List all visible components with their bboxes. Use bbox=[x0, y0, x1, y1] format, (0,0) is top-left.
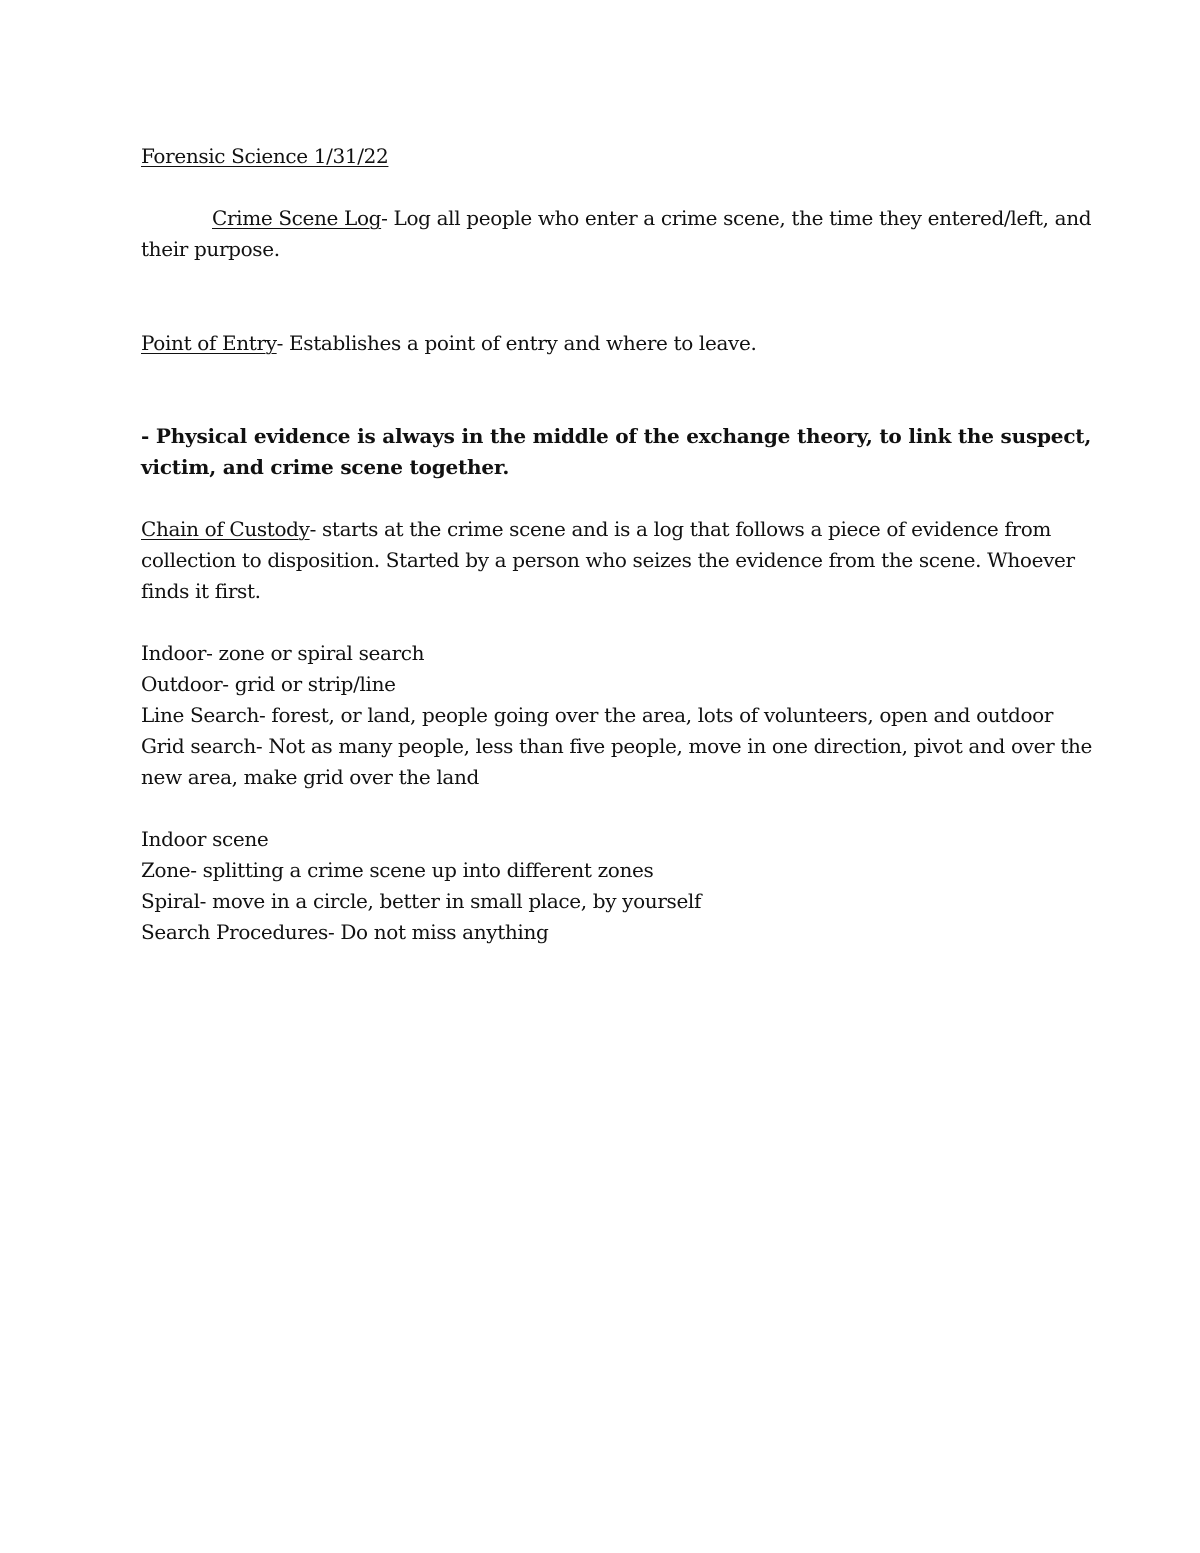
chain-of-custody-line-3: finds it first. bbox=[141, 579, 261, 603]
search-method-indoor: Indoor- zone or spiral search bbox=[141, 641, 425, 665]
crime-scene-log-line-1 bbox=[212, 203, 1091, 234]
search-method-line-search: Line Search- forest, or land, people going over the area, lots of volunteers, open and outdoor bbox=[141, 703, 1054, 727]
crime-scene-log-definition: - Log all people who enter a crime scene, the time they entered/left, and bbox=[381, 206, 1092, 230]
physical-evidence-line-2: victim, and crime scene together. bbox=[141, 455, 510, 479]
search-method-grid-search: Grid search- Not as many people, less than five people, move in one direction, pivot and over the bbox=[141, 734, 1093, 758]
search-method-outdoor: Outdoor- grid or strip/line bbox=[141, 672, 396, 696]
chain-of-custody-line-1 bbox=[141, 514, 1051, 545]
search-method-grid-search-continued: new area, make grid over the land bbox=[141, 765, 479, 789]
indoor-scene-search-procedures: Search Procedures- Do not miss anything bbox=[141, 920, 549, 944]
point-of-entry-line bbox=[141, 328, 757, 359]
indoor-scene-heading: Indoor scene bbox=[141, 827, 269, 851]
chain-of-custody-term: Chain of Custody bbox=[141, 517, 310, 541]
document-title: Forensic Science 1/31/22 bbox=[141, 144, 389, 168]
indoor-scene-zone: Zone- splitting a crime scene up into different zones bbox=[141, 858, 654, 882]
crime-scene-log-term: Crime Scene Log bbox=[212, 206, 382, 230]
point-of-entry-term: Point of Entry bbox=[141, 331, 277, 355]
indoor-scene-spiral: Spiral- move in a circle, better in small place, by yourself bbox=[141, 889, 702, 913]
chain-of-custody-definition: - starts at the crime scene and is a log that follows a piece of evidence from bbox=[309, 517, 1051, 541]
crime-scene-log-line-2: their purpose. bbox=[141, 237, 280, 261]
point-of-entry-definition: - Establishes a point of entry and where to leave. bbox=[276, 331, 757, 355]
physical-evidence-line-1: - Physical evidence is always in the middle of the exchange theory, to link the suspect, bbox=[141, 424, 1092, 448]
chain-of-custody-line-2: collection to disposition. Started by a person who seizes the evidence from the scene. Whoever bbox=[141, 548, 1075, 572]
